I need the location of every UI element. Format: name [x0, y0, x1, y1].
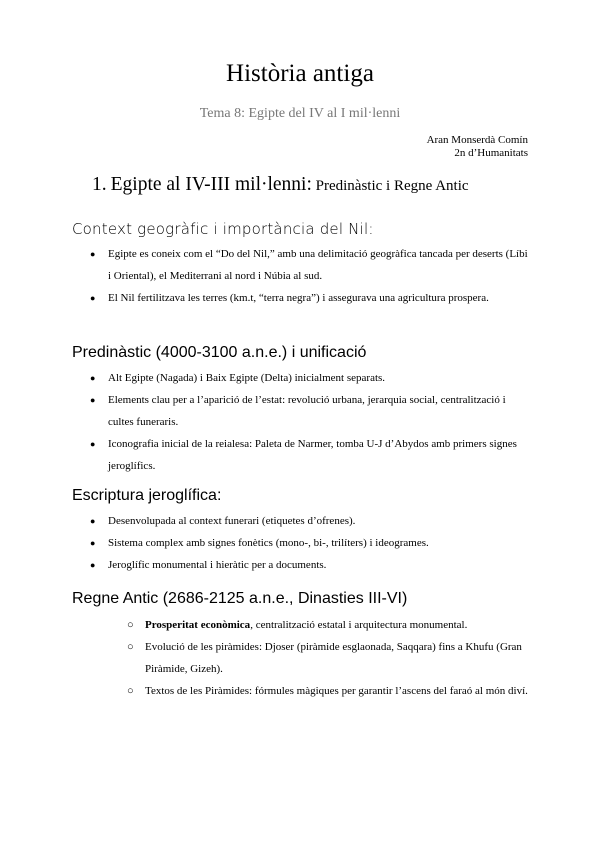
list-item: ● El Nil fertilitzava les terres (km.t, “terra negra”) i assegurava una agricultura prospera.: [108, 287, 528, 309]
circle-bullet-icon: ○: [127, 685, 134, 697]
author-name: Aran Monserdà Comín: [426, 134, 528, 146]
bullet-icon: ●: [90, 249, 96, 259]
bullet-icon: ●: [90, 439, 96, 449]
bullet-icon: ●: [90, 293, 96, 303]
list-item: ● Iconografia inicial de la reialesa: Paleta de Narmer, tomba U-J d’Abydos amb primers signes jeroglífics.: [108, 433, 528, 477]
escriptura-heading: Escriptura jeroglífica:: [72, 487, 222, 504]
section-number: 1.: [92, 174, 107, 195]
list-item: ● Desenvolupada al context funerari (etiquetes d’ofrenes).: [108, 510, 528, 532]
section-subtitle: Predinàstic i Regne Antic: [311, 178, 469, 194]
bullet-icon: ●: [90, 560, 96, 570]
circle-bullet-icon: ○: [127, 641, 134, 653]
circle-bullet-icon: ○: [127, 619, 134, 631]
escriptura-list: [90, 510, 528, 576]
regne-antic-heading: Regne Antic (2686-2125 a.n.e., Dinasties III-VI): [72, 590, 408, 607]
list-item: ○ Textos de les Piràmides: fórmules màgiques per garantir l’ascens del faraó al món diví.: [145, 680, 530, 702]
bullet-icon: ●: [90, 373, 96, 383]
list-item: ○ Evolució de les piràmides: Djoser (piràmide esglaonada, Saqqara) fins a Khufu (Gran Piràmide, Gizeh).: [145, 636, 530, 680]
list-item: ● Alt Egipte (Nagada) i Baix Egipte (Delta) inicialment separats.: [108, 367, 528, 389]
bullet-icon: ●: [90, 395, 96, 405]
course-name: 2n d’Humanitats: [454, 147, 528, 159]
section-title: Egipte al IV-III mil·lenni:: [110, 174, 312, 195]
predinastic-list: [90, 367, 528, 477]
list-item: ● Egipte es coneix com el “Do del Nil,” amb una delimitació geogràfica tancada per deserts (Líbi i Oriental), el Mediterrani al nord i Núbia al sud.: [108, 243, 528, 287]
document-subtitle: Tema 8: Egipte del IV al I mil·lenni: [199, 106, 401, 121]
context-heading: Context geogràfic i importància del Nil:: [72, 220, 374, 238]
predinastic-heading: Predinàstic (4000-3100 a.n.e.) i unificació: [72, 344, 367, 361]
regne-antic-list: [127, 614, 530, 702]
list-item: ○ Prosperitat econòmica, centralització estatal i arquitectura monumental.: [145, 614, 530, 636]
context-list: [90, 243, 528, 309]
section-heading-1: [92, 174, 469, 196]
author-block: [427, 134, 528, 160]
document-title: Història antiga: [226, 60, 374, 87]
list-item: ● Elements clau per a l’aparició de l’estat: revolució urbana, jerarquia social, centralització i cultes funeraris.: [108, 389, 528, 433]
bullet-icon: ●: [90, 516, 96, 526]
bullet-icon: ●: [90, 538, 96, 548]
list-item: ● Sistema complex amb signes fonètics (mono-, bi-, trilíters) i ideogrames.: [108, 532, 528, 554]
list-item: ● Jeroglífic monumental i hieràtic per a documents.: [108, 554, 528, 576]
